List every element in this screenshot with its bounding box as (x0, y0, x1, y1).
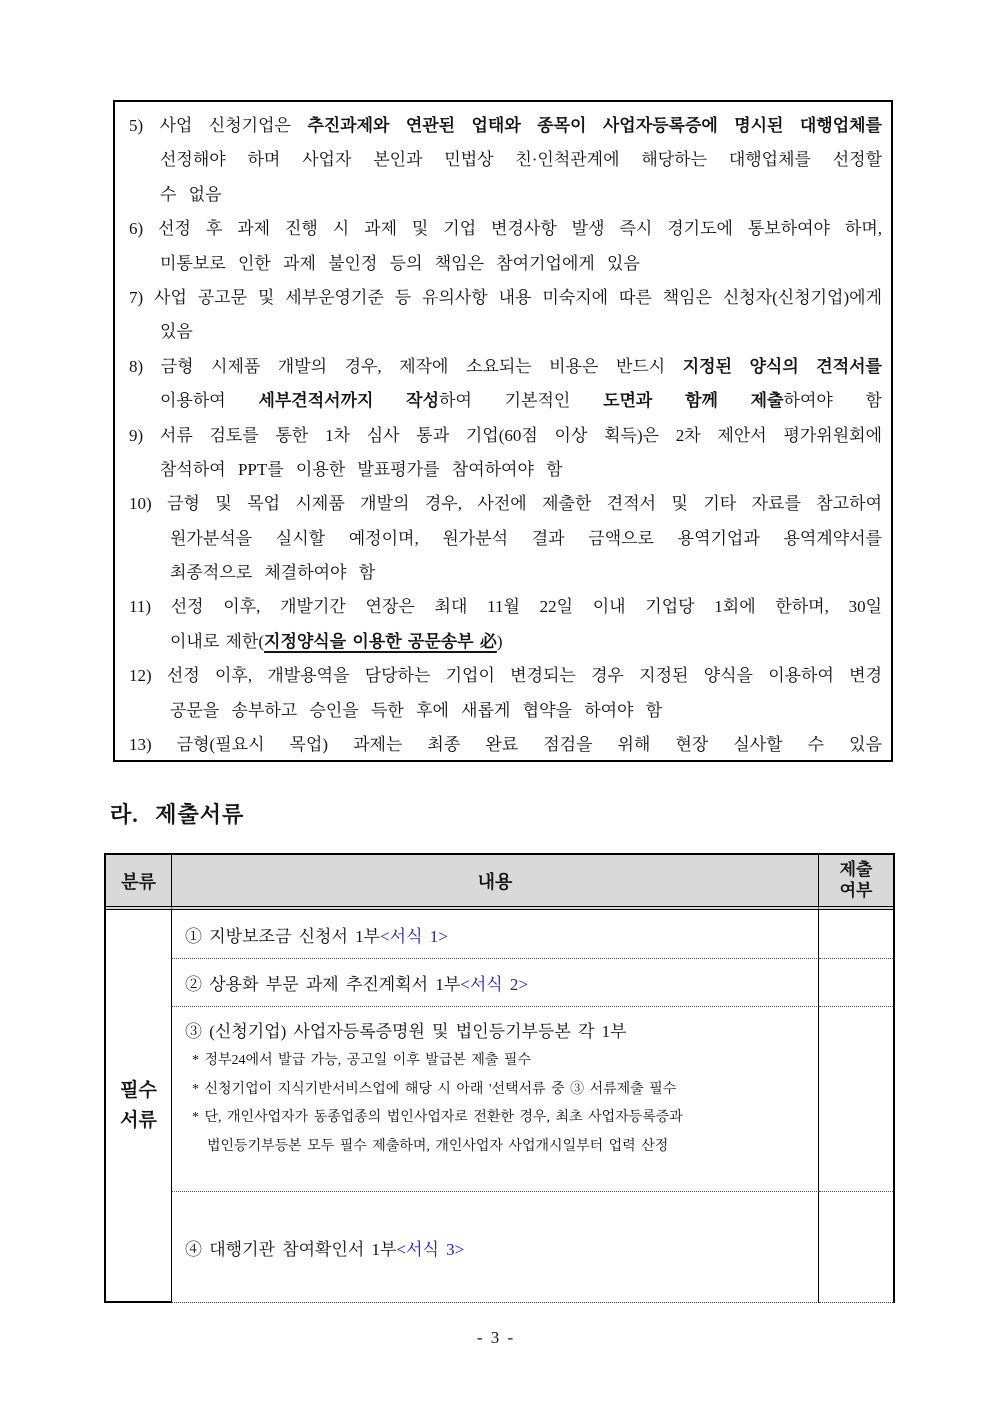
notice-item-9-line-1: 9) 서류 검토를 통한 1차 심사 통과 기업(60점 이상 획득)은 2차 제안서 평가위원회에 (129, 425, 882, 445)
table-row-1-submit-cell (819, 910, 893, 958)
table-row-3-content (172, 1006, 819, 1191)
notice-item-5-line-3: 수 없음 (160, 184, 222, 204)
table-row-3-submit-cell (819, 1006, 893, 1191)
table-row-2-content: ② 상용화 부문 과제 추진계획서 1부 <서식 2> (172, 958, 819, 1006)
notice-item-12-line-2: 공문을 송부하고 승인을 득한 후에 새롭게 협약을 하여야 함 (170, 700, 663, 720)
section-heading: 라. 제출서류 (110, 802, 245, 827)
table-row-4-content: ④ 대행기관 참여확인서 1부 <서식 3> (172, 1191, 819, 1303)
notice-item-10-line-1: 10) 금형 및 목업 시제품 개발의 경우, 사전에 제출한 견적서 및 기타 자료를 참고하여 (129, 494, 882, 514)
table-header-category: 분류 (106, 855, 172, 910)
notice-item-11-line-1: 11) 선정 이후, 개발기간 연장은 최대 11월 22일 이내 기업당 1회에 한하며, 30일 (129, 597, 882, 617)
form-link-1[interactable]: <서식 1> (380, 926, 448, 946)
notice-item-7-line-2: 있음 (160, 322, 193, 342)
notice-item-11-line-2: 이내로 제한(지정양식을 이용한 공문송부 必) (170, 631, 503, 651)
table-row-1-content: ① 지방보조금 신청서 1부 <서식 1> (172, 910, 819, 958)
table-header-submit: 제출 여부 (819, 855, 893, 910)
notice-item-13-line-1: 13) 금형(필요시 목업) 과제는 최종 완료 점검을 위해 현장 실사할 수 있음 (129, 735, 882, 755)
notice-item-8-line-1: 8) 금형 시제품 개발의 경우, 제작에 소요되는 비용은 반드시 지정된 양식의 견적서를 (129, 356, 882, 376)
notice-item-8-line-2: 이용하여 세부견적서까지 작성하여 기본적인 도면과 함께 제출하여야 함 (160, 391, 882, 411)
notice-item-7-line-1: 7) 사업 공고문 및 세부운영기준 등 유의사항 내용 미숙지에 따른 책임은 신청자(신청기업)에게 (129, 287, 882, 307)
form-link-2[interactable]: <서식 2> (460, 975, 529, 994)
table-row-2-submit-cell (819, 958, 893, 1006)
table-row-4-submit-cell (819, 1191, 893, 1303)
notice-item-5-line-2: 선정해야 하며 사업자 본인과 민법상 친·인척관계에 해당하는 대행업체를 선정할 (160, 150, 882, 170)
notice-item-9-line-2: 참석하여 PPT를 이용한 발표평가를 참여하여야 함 (160, 459, 563, 479)
submission-documents-table (104, 853, 895, 1303)
table-header-content: 내용 (172, 855, 819, 910)
row-3-note-3: * 단, 개인사업자가 동종업종의 법인사업자로 전환한 경우, 최초 사업자등록증과 (192, 1110, 683, 1125)
row-3-note-3-continued: 법인등기부등본 모두 필수 제출하며, 개인사업자 사업개시일부터 업력 산정 (207, 1138, 669, 1154)
page-number: - 3 - (476, 1328, 516, 1347)
notice-item-6-line-1: 6) 선정 후 과제 진행 시 과제 및 기업 변경사항 발생 즉시 경기도에 통보하여야 하며, (129, 219, 882, 239)
notice-item-10-line-2: 원가분석을 실시할 예정이며, 원가분석 결과 금액으로 용역기업과 용역계약서를 (170, 528, 882, 548)
notice-item-10-line-3: 최종적으로 체결하여야 함 (170, 563, 376, 583)
notice-item-6-line-2: 미통보로 인한 과제 불인정 등의 책임은 참여기업에게 있음 (160, 253, 640, 273)
category-cell-required-documents: 필수 서류 (106, 910, 172, 1303)
form-link-3[interactable]: <서식 3> (396, 1239, 465, 1259)
notice-item-5-line-1: 5) 사업 신청기업은 추진과제와 연관된 업태와 종목이 사업자등록증에 명시된 대행업체를 (129, 116, 882, 135)
notice-item-12-line-1: 12) 선정 이후, 개발용역을 담당하는 기업이 변경되는 경우 지정된 양식을 이용하여 변경 (129, 666, 882, 686)
row-3-main-text: ③ (신청기업) 사업자등록증명원 및 법인등기부등본 각 1부 (185, 1022, 627, 1041)
row-3-note-2: * 신청기업이 지식기반서비스업에 해당 시 아래 '선택서류 중 ③ 서류제출 필수 (192, 1081, 677, 1097)
row-3-note-1: * 정부24에서 발급 가능, 공고일 이후 발급본 제출 필수 (192, 1053, 531, 1068)
notice-box (113, 100, 893, 762)
